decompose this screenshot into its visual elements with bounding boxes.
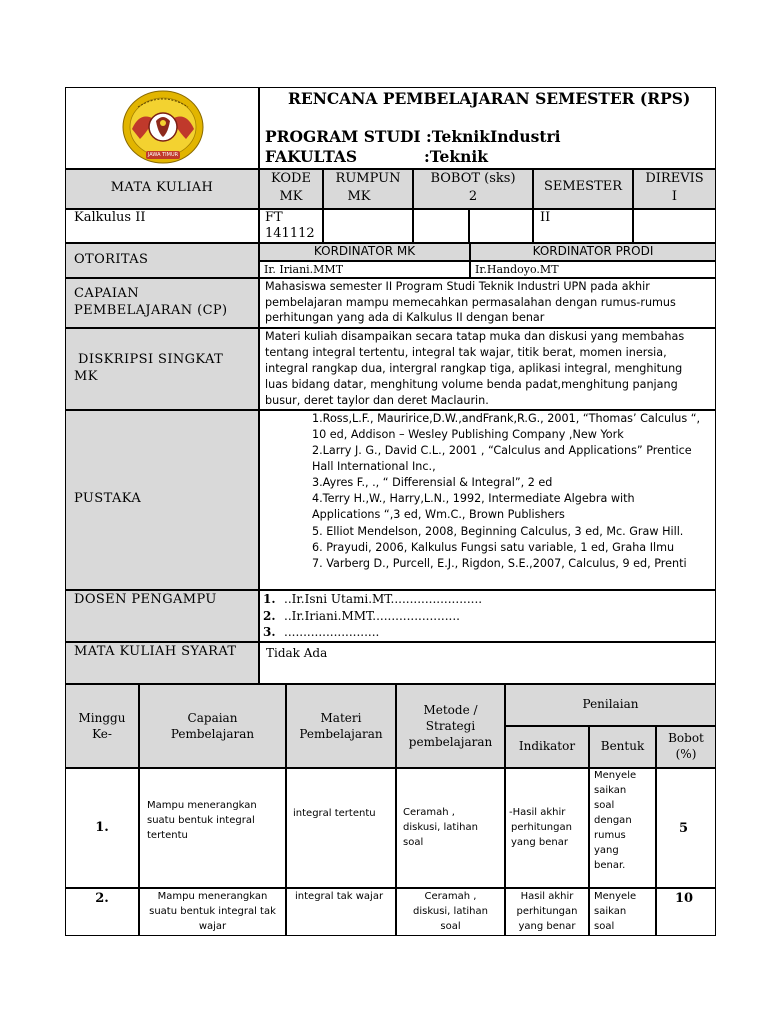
coordinator-prodi-header: KORDINATOR PRODI [470,243,716,261]
reference-line: 7. Varberg D., Purcell, E.J., Rigdon, S.E.,2007, Calculus, 9 ed, Prenti [312,557,687,570]
references-label-cell: PUSTAKA [65,410,259,590]
col-header-material: Materi Pembelajaran [286,684,396,768]
row-weight-cell: 10 [656,888,716,936]
references-text-cell [259,410,716,590]
col-header-form: Bentuk [589,726,656,768]
row-material-cell: integral tak wajar [286,888,396,936]
course-header-cluster: RUMPUN MK [323,169,413,209]
course-header-semester: SEMESTER [533,169,633,209]
reference-line: 1.Ross,L.F., Mauririce,D.W.,andFrank,R.G., 2001, “Thomas’ Calculus “, [312,412,701,425]
lecturers-label-cell: DOSEN PENGAMPU [65,590,259,642]
description-text-cell: Materi kuliah disampaikan secara tatap muka dan diskusi yang membahas tentang integral tertentu, integral tak wajar, titik berat, momen inersia, integral rangkap dua, intergral rangkap tiga, aplikasi integral, menghitung luas bidang datar, menghitung volume benda padat,menghitung panjang busur, deret taylor dan deret Maclaurin. [259,328,716,410]
reference-line: 5. Elliot Mendelson, 2008, Beginning Calculus, 3 ed, Mc. Graw Hill. [312,525,684,538]
cp-label-cell: CAPAIAN PEMBELAJARAN (CP) [65,278,259,328]
course-header-course: MATA KULIAH [65,169,259,209]
authority-label-cell: OTORITAS [65,243,259,278]
row-form-cell: Menyele saikan soal dengan rumus yang benar. [589,768,656,888]
course-row-code: FT 141112 [259,209,323,243]
col-header-assessment: Penilaian [505,684,716,726]
reference-line: 6. Prayudi, 2006, Kalkulus Fungsi satu variable, 1 ed, Graha Ilmu [312,541,675,554]
col-header-week: Minggu Ke- [65,684,139,768]
table-row: 2. [65,888,139,936]
table-row: 1. [65,768,139,888]
logo-text: JAWA TIMUR [147,152,179,158]
lecturers-list-cell [259,590,716,642]
program-value: :TeknikIndustri [426,127,561,146]
reference-line: 2.Larry J. G., David C.L., 2001 , “Calculus and Applications” Prentice [312,444,692,457]
row-material-cell: integral tertentu [286,768,396,888]
reference-line: 3.Ayres F., ., “ Differensial & Integral”, 2 ed [312,476,553,489]
faculty-value: :Teknik [424,147,488,166]
row-weight-cell: 5 [656,768,716,888]
lecturer-name: ..Ir.Iriani.MMT....................... [284,609,460,623]
cp-text-cell: Mahasiswa semester II Program Studi Teknik Industri UPN pada akhir pembelajaran mampu memecahkan permasalahan dengan rumus-rumus perhitungan yang ada di Kalkulus II dengan benar [259,278,716,328]
course-header-code: KODE MK [259,169,323,209]
course-header-revised: DIREVIS I [633,169,716,209]
course-row-revised [633,209,716,243]
row-method-cell: Ceramah , diskusi, latihan soal [396,768,505,888]
reference-line: 10 ed, Addison – Wesley Publishing Company ,New York [312,428,624,441]
coordinator-prodi-value: Ir.Handoyo.MT [470,261,716,278]
col-header-weight: Bobot (%) [656,726,716,768]
prerequisite-label-cell: MATA KULIAH SYARAT [65,642,259,684]
row-method-cell: Ceramah , diskusi, latihan soal [396,888,505,936]
reference-line: 4.Terry H.,W., Harry,L.N., 1992, Intermediate Algebra with [312,492,635,505]
course-row-course: Kalkulus II [65,209,259,243]
row-indicator-cell: -Hasil akhir perhitungan yang benar [505,768,589,888]
lecturer-num: 3. [263,625,276,639]
reference-line: Applications “,3 ed, Wm.C., Brown Publishers [312,508,565,521]
university-logo [118,89,208,167]
row-cp-cell: Mampu menerangkan suatu bentuk integral tertentu [139,768,286,888]
coordinator-mk-value: Ir. Iriani.MMT [259,261,470,278]
course-row-cluster [323,209,413,243]
row-indicator-cell: Hasil akhir perhitungan yang benar [505,888,589,936]
col-header-cp: Capaian Pembelajaran [139,684,286,768]
lecturer-name: ......................... [284,625,380,639]
col-header-indicator: Indikator [505,726,589,768]
row-cp-cell: Mampu menerangkan suatu bentuk integral tak wajar [139,888,286,936]
col-header-method: Metode / Strategi pembelajaran [396,684,505,768]
course-row-credits-b [469,209,533,243]
lecturer-name: ..Ir.Isni Utami.MT........................ [284,592,483,606]
page-title: RENCANA PEMBELAJARAN SEMESTER (RPS) [288,89,691,108]
faculty-label: FAKULTAS [265,147,358,166]
prerequisite-value-cell: Tidak Ada [259,642,716,684]
program-label: PROGRAM STUDI [265,127,421,146]
course-row-semester: II [533,209,633,243]
course-row-credits-a [413,209,469,243]
lecturer-num: 2. [263,609,276,623]
lecturer-num: 1. [263,592,276,606]
course-header-credits: BOBOT (sks) 2 [413,169,533,209]
coordinator-mk-header: KORDINATOR MK [259,243,470,261]
reference-line: Hall International Inc., [312,460,436,473]
row-form-cell: Menyele saikan soal [589,888,656,936]
description-label-cell: DISKRIPSI SINGKAT MK [65,328,259,410]
